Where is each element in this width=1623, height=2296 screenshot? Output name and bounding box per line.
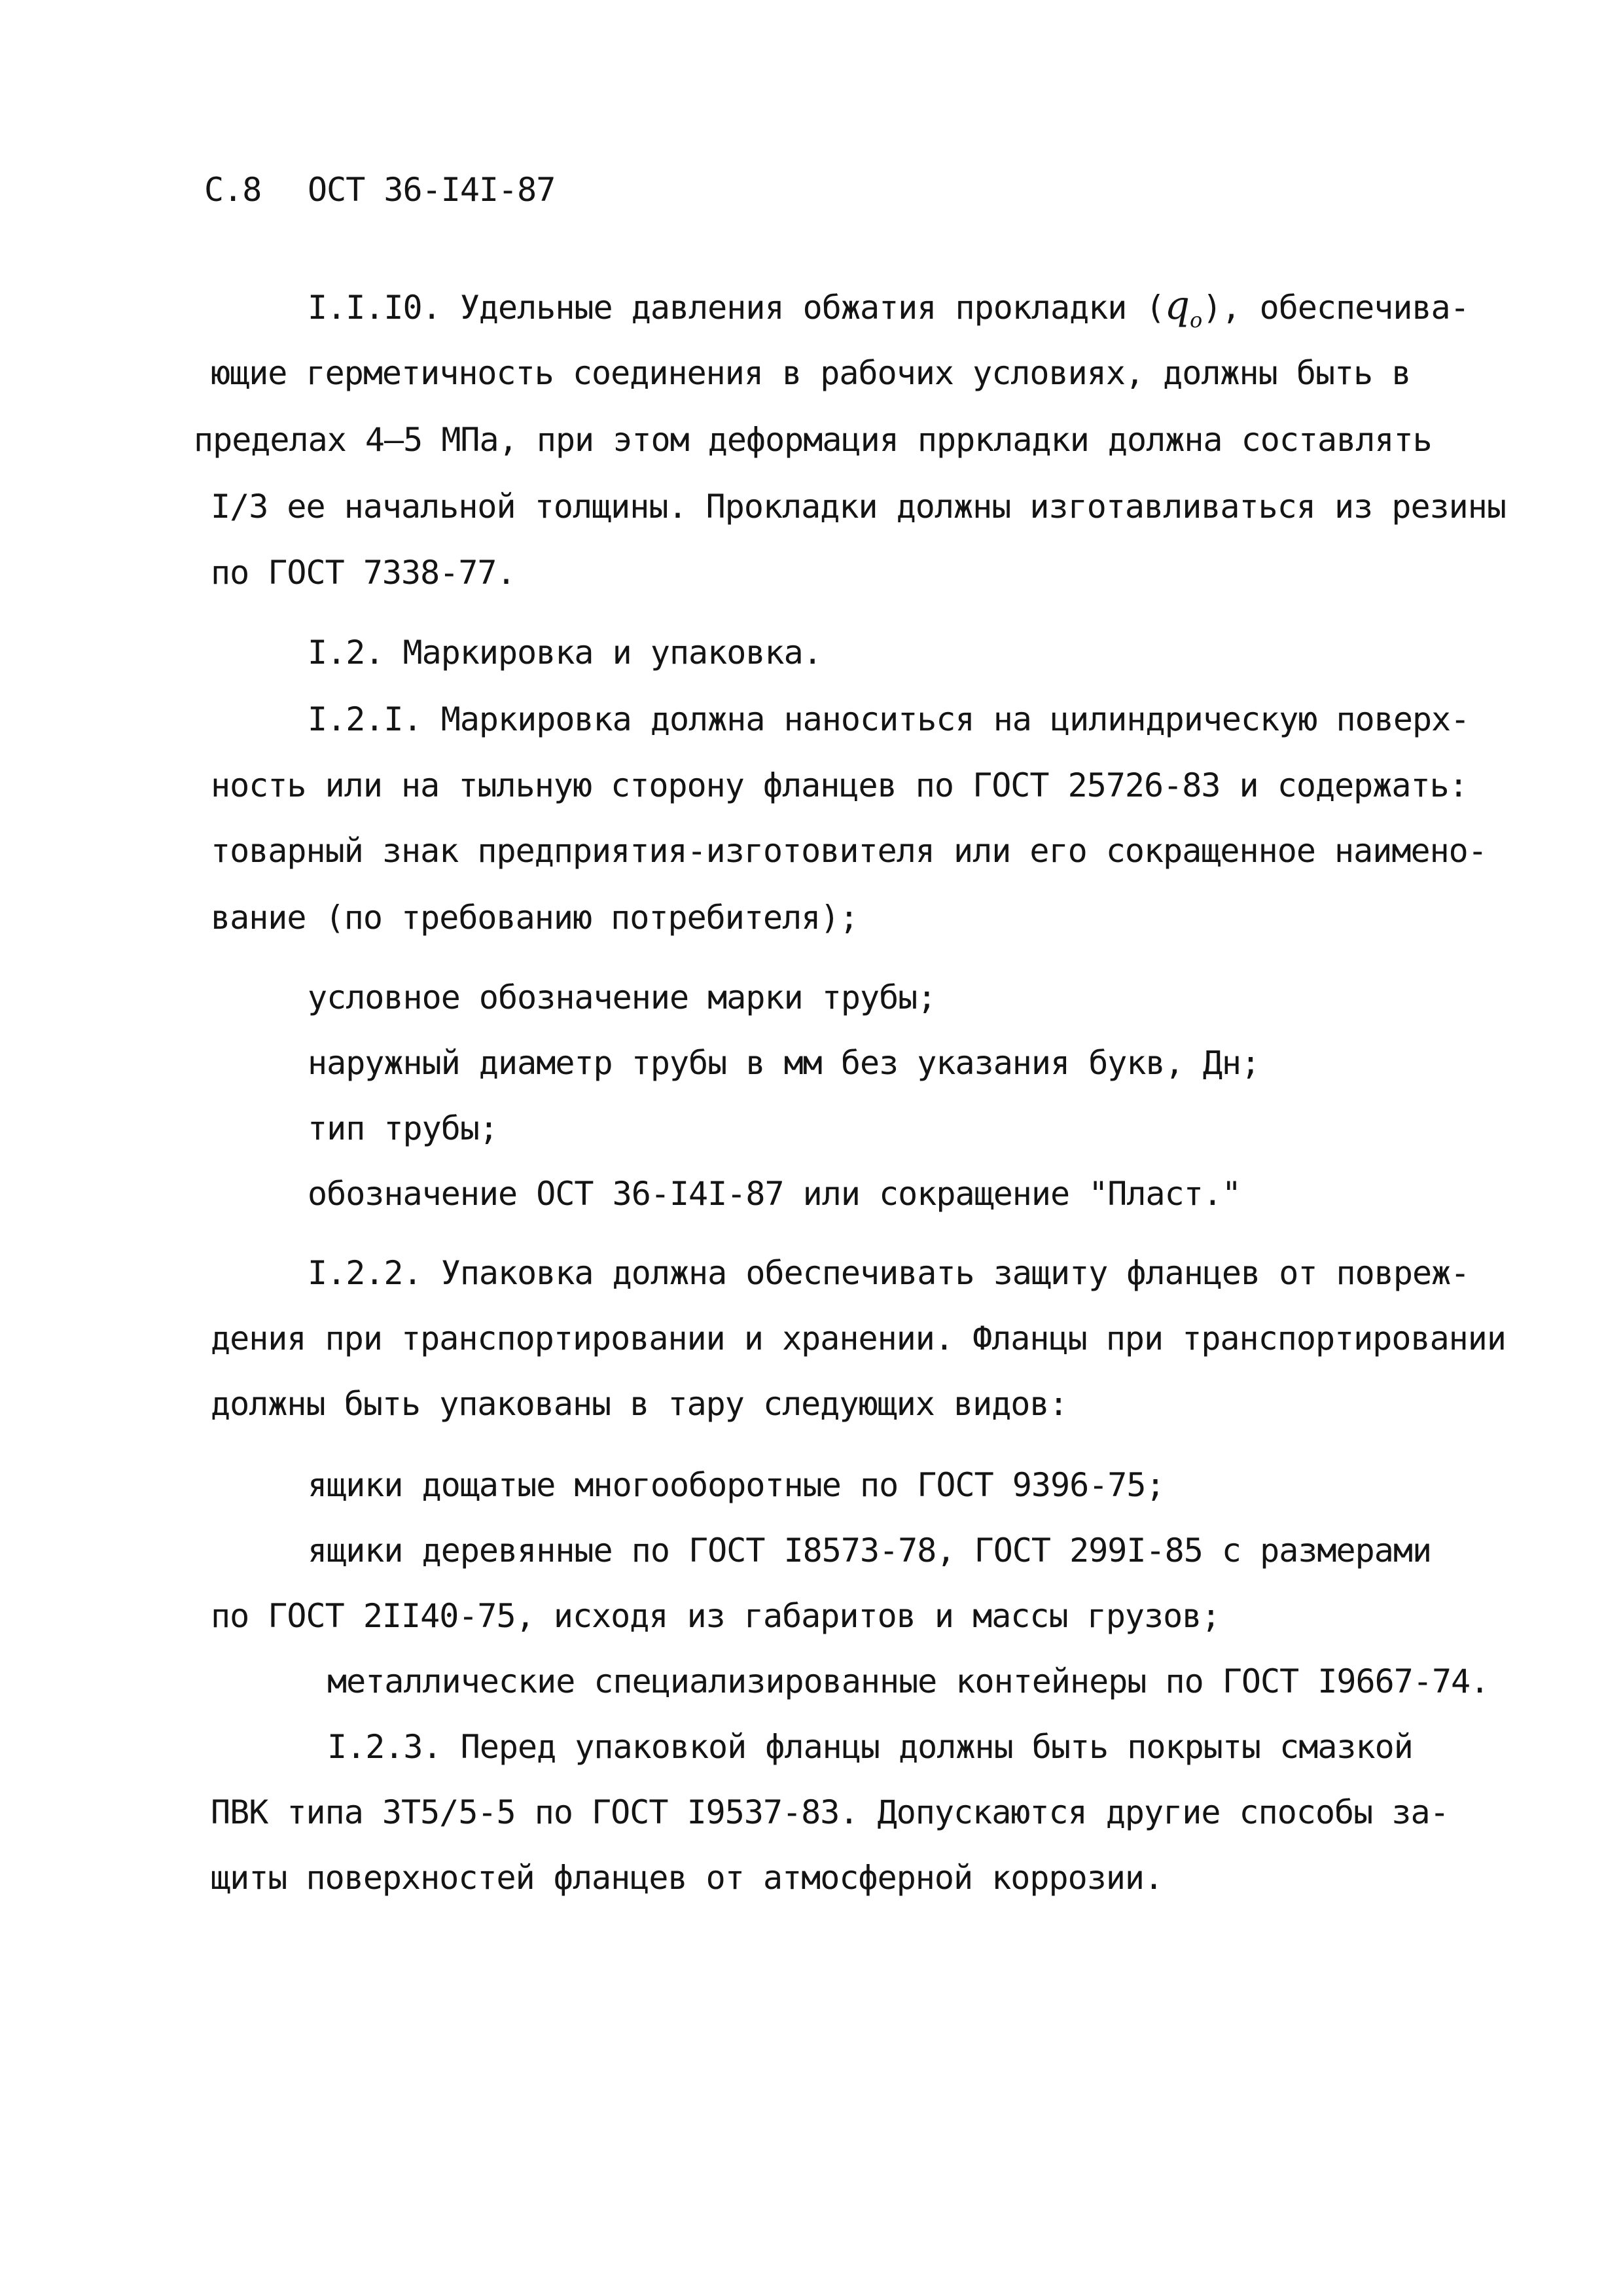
- paragraph-1-2-3-line-2: ПВК типа ЗТ5/5-5 по ГОСТ I9537-83. Допускаются другие способы за-: [211, 1793, 1449, 1831]
- paragraph-1-1-10-line-2: ющие герметичность соединения в рабочих условиях, должны быть в: [211, 354, 1411, 392]
- packaging-item-3: металлические специализированные контейнеры по ГОСТ I9667-74.: [327, 1662, 1489, 1700]
- paragraph-1-2-2-line-3: должны быть упакованы в тару следующих видов:: [211, 1385, 1068, 1423]
- paragraph-1-1-10-line-4: I/3 ее начальной толщины. Прокладки должны изготавливаться из резины: [211, 488, 1506, 526]
- packaging-item-1: ящики дощатые многооборотные по ГОСТ 9396-75;: [308, 1466, 1165, 1504]
- standard-designation: ОСТ 36-I4I-87: [308, 171, 556, 209]
- symbol-q: q: [1164, 283, 1190, 329]
- symbol-subscript: o: [1190, 308, 1203, 332]
- paragraph-1-2-3-line-1: I.2.3. Перед упаковкой фланцы должны быть покрыты смазкой: [327, 1728, 1413, 1766]
- paragraph-1-2-3-line-3: щиты поверхностей фланцев от атмосферной коррозии.: [211, 1859, 1164, 1897]
- paragraph-1-2-1-line-3: товарный знак предприятия-изготовителя или его сокращенное наимено-: [211, 832, 1487, 870]
- packaging-item-2-cont: по ГОСТ 2II40-75, исходя из габаритов и массы грузов;: [211, 1597, 1221, 1635]
- section-heading-1-2: I.2. Маркировка и упаковка.: [308, 634, 822, 672]
- paragraph-1-2-2-line-1: I.2.2. Упаковка должна обеспечивать защиту фланцев от повреж-: [308, 1254, 1470, 1292]
- marking-item-2: наружный диаметр трубы в мм без указания букв, Дн;: [308, 1044, 1260, 1082]
- line-text-start: I.I.I0. Удельные давления обжатия прокладки (: [308, 289, 1165, 327]
- page-number: С.8: [204, 171, 262, 209]
- marking-item-1: условное обозначение марки трубы;: [308, 978, 936, 1016]
- paragraph-1-1-10-line-3: пределах 4–5 МПа, при этом деформация прркладки должна составлять: [194, 421, 1432, 459]
- marking-item-3: тип трубы;: [308, 1109, 499, 1147]
- paragraph-1-2-1-line-1: I.2.I. Маркировка должна наноситься на цилиндрическую поверх-: [308, 700, 1470, 738]
- paragraph-1-1-10-line-5: по ГОСТ 7338-77.: [211, 554, 516, 592]
- line-text-end: ), обеспечива-: [1202, 289, 1469, 327]
- paragraph-1-2-2-line-2: дения при транспортировании и хранении. Фланцы при транспортировании: [211, 1319, 1506, 1357]
- paragraph-1-2-1-line-4: вание (по требованию потребителя);: [211, 899, 859, 937]
- paragraph-1-1-10-line-1: [308, 285, 1469, 341]
- paragraph-1-2-1-line-2: ность или на тыльную сторону фланцев по ГОСТ 25726-83 и содержать:: [211, 766, 1468, 804]
- marking-item-4: обозначение ОСТ 36-I4I-87 или сокращение "Пласт.": [308, 1175, 1241, 1213]
- handwritten-symbol-q: [1164, 283, 1203, 332]
- packaging-item-2: ящики деревянные по ГОСТ I8573-78, ГОСТ 299I-85 с размерами: [308, 1532, 1432, 1570]
